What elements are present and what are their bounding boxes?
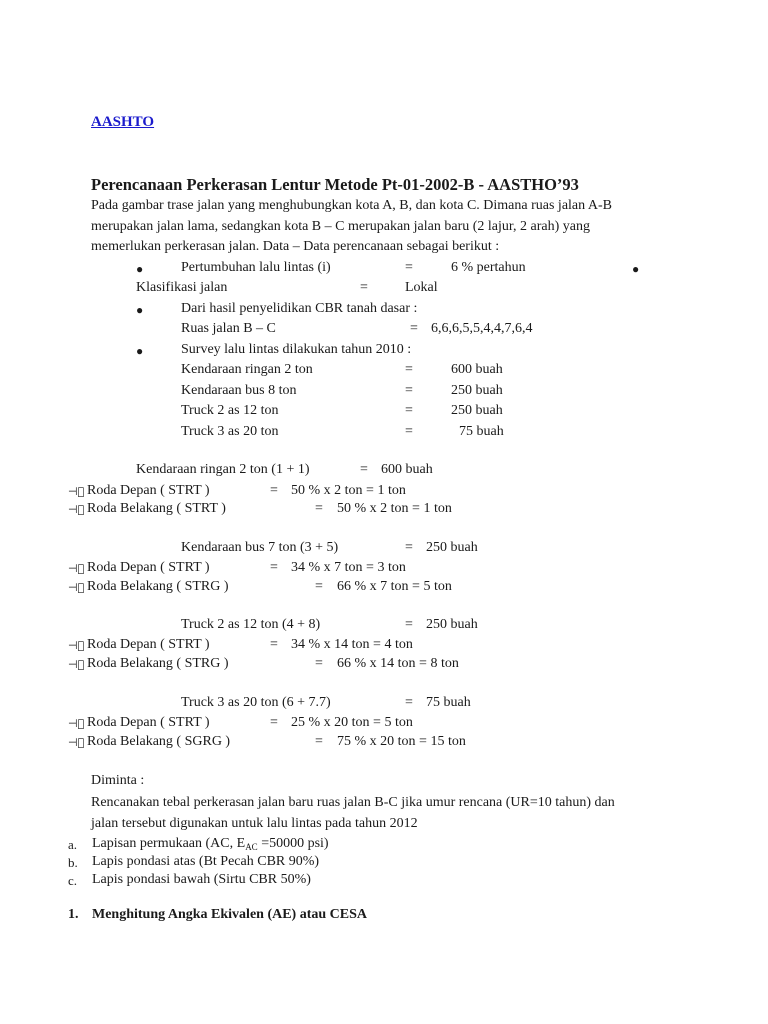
vehicle-value: 250 buah — [451, 403, 503, 418]
group-header: Truck 3 as 20 ton (6 + 7.7) — [181, 695, 331, 710]
front-axle-value: 34 % x 7 ton = 3 ton — [291, 560, 406, 575]
group-header-value: 250 buah — [426, 540, 478, 555]
vehicle-value: 250 buah — [451, 383, 503, 398]
group-header: Truck 2 as 12 ton (4 + 8) — [181, 617, 321, 632]
cbr-ruas-label: Ruas jalan B – C — [181, 321, 276, 336]
arrow-icon: ⊣⃦ — [68, 485, 85, 498]
rear-axle-value: 50 % x 2 ton = 1 ton — [337, 501, 452, 516]
arrow-icon: ⊣⃦ — [68, 736, 85, 749]
cbr-label: Dari hasil penyelidikan CBR tanah dasar : — [181, 301, 418, 316]
equals-sign: = — [405, 695, 413, 710]
growth-value: 6 % pertahun — [451, 260, 526, 275]
requested-item-text: =50000 psi) — [257, 836, 329, 851]
rear-axle-value: 66 % x 14 ton = 8 ton — [337, 656, 459, 671]
growth-label: Pertumbuhan lalu lintas (i) — [181, 260, 331, 275]
class-value: Lokal — [405, 280, 438, 295]
group-header: Kendaraan ringan 2 ton (1 + 1) — [136, 462, 310, 477]
rear-axle-label: Roda Belakang ( STRT ) — [87, 501, 226, 516]
vehicle-label: Truck 3 as 20 ton — [181, 424, 279, 439]
requested-item: Lapis pondasi bawah (Sirtu CBR 50%) — [92, 872, 311, 887]
bullet-icon: ● — [136, 344, 144, 358]
cbr-ruas-value: 6,6,6,5,5,4,4,7,6,4 — [431, 321, 533, 336]
equals-sign: = — [405, 403, 413, 418]
equals-sign: = — [315, 579, 323, 594]
equals-sign: = — [410, 321, 418, 336]
equals-sign: = — [405, 383, 413, 398]
equals-sign: = — [405, 362, 413, 377]
requested-title: Diminta : — [91, 773, 145, 788]
front-axle-label: Roda Depan ( STRT ) — [87, 483, 210, 498]
rear-axle-value: 75 % x 20 ton = 15 ton — [337, 734, 466, 749]
requested-item-text: Lapisan permukaan (AC, E — [92, 836, 246, 851]
rear-axle-label: Roda Belakang ( STRG ) — [87, 656, 229, 671]
group-header-value: 75 buah — [426, 695, 471, 710]
equals-sign: = — [360, 462, 368, 477]
equals-sign: = — [405, 260, 413, 275]
group-header-value: 250 buah — [426, 617, 478, 632]
equals-sign: = — [315, 734, 323, 749]
list-marker: a. — [68, 837, 78, 852]
bullet-icon: ● — [632, 262, 640, 276]
vehicle-value: 75 buah — [459, 424, 504, 439]
list-marker: b. — [68, 855, 78, 870]
group-header: Kendaraan bus 7 ton (3 + 5) — [181, 540, 339, 555]
class-label: Klasifikasi jalan — [136, 280, 228, 295]
equals-sign: = — [360, 280, 368, 295]
rear-axle-value: 66 % x 7 ton = 5 ton — [337, 579, 452, 594]
equals-sign: = — [405, 540, 413, 555]
survey-label: Survey lalu lintas dilakukan tahun 2010 : — [181, 342, 412, 357]
arrow-icon: ⊣⃦ — [68, 658, 85, 671]
rear-axle-label: Roda Belakang ( SGRG ) — [87, 734, 231, 749]
equals-sign: = — [405, 617, 413, 632]
bullet-icon: ● — [136, 262, 144, 276]
equals-sign: = — [270, 637, 278, 652]
equals-sign: = — [270, 483, 278, 498]
arrow-icon: ⊣⃦ — [68, 639, 85, 652]
requested-item: Lapis pondasi atas (Bt Pecah CBR 90%) — [92, 854, 320, 869]
equals-sign: = — [405, 424, 413, 439]
arrow-icon: ⊣⃦ — [68, 503, 85, 516]
arrow-icon: ⊣⃦ — [68, 717, 85, 730]
equals-sign: = — [315, 656, 323, 671]
list-marker: c. — [68, 873, 78, 888]
arrow-icon: ⊣⃦ — [68, 581, 85, 594]
vehicle-label: Truck 2 as 12 ton — [181, 403, 279, 418]
front-axle-value: 50 % x 2 ton = 1 ton — [291, 483, 406, 498]
vehicle-label: Kendaraan bus 8 ton — [181, 383, 297, 398]
equals-sign: = — [270, 715, 278, 730]
document-heading: Perencanaan Perkerasan Lentur Metode Pt-01-2002-B - AASTHO’93 — [91, 175, 579, 194]
requested-line: Rencanakan tebal perkerasan jalan baru ruas jalan B-C jika umur rencana (UR=10 tahun) dan — [91, 795, 615, 810]
rear-axle-label: Roda Belakang ( STRG ) — [87, 579, 229, 594]
vehicle-value: 600 buah — [451, 362, 503, 377]
requested-item — [92, 835, 329, 853]
arrow-icon: ⊣⃦ — [68, 562, 85, 575]
front-axle-label: Roda Depan ( STRT ) — [87, 560, 210, 575]
front-axle-label: Roda Depan ( STRT ) — [87, 637, 210, 652]
section-title: Menghitung Angka Ekivalen (AE) atau CESA — [92, 907, 368, 922]
intro-line: merupakan jalan lama, sedangkan kota B – C merupakan jalan baru (2 lajur, 2 arah) yang — [91, 219, 590, 234]
group-header-value: 600 buah — [381, 462, 433, 477]
front-axle-value: 34 % x 14 ton = 4 ton — [291, 637, 413, 652]
subscript: AC — [245, 842, 258, 852]
intro-line: Pada gambar trase jalan yang menghubungkan kota A, B, dan kota C. Dimana ruas jalan A-B — [91, 198, 612, 213]
section-number: 1. — [68, 907, 79, 922]
aashto-link[interactable]: AASHTO — [91, 114, 155, 130]
equals-sign: = — [315, 501, 323, 516]
intro-line: memerlukan perkerasan jalan. Data – Data perencanaan sebagai berikut : — [91, 239, 500, 254]
equals-sign: = — [270, 560, 278, 575]
front-axle-label: Roda Depan ( STRT ) — [87, 715, 210, 730]
vehicle-label: Kendaraan ringan 2 ton — [181, 362, 313, 377]
bullet-icon: ● — [136, 303, 144, 317]
requested-line: jalan tersebut digunakan untuk lalu lintas pada tahun 2012 — [91, 816, 418, 831]
front-axle-value: 25 % x 20 ton = 5 ton — [291, 715, 413, 730]
